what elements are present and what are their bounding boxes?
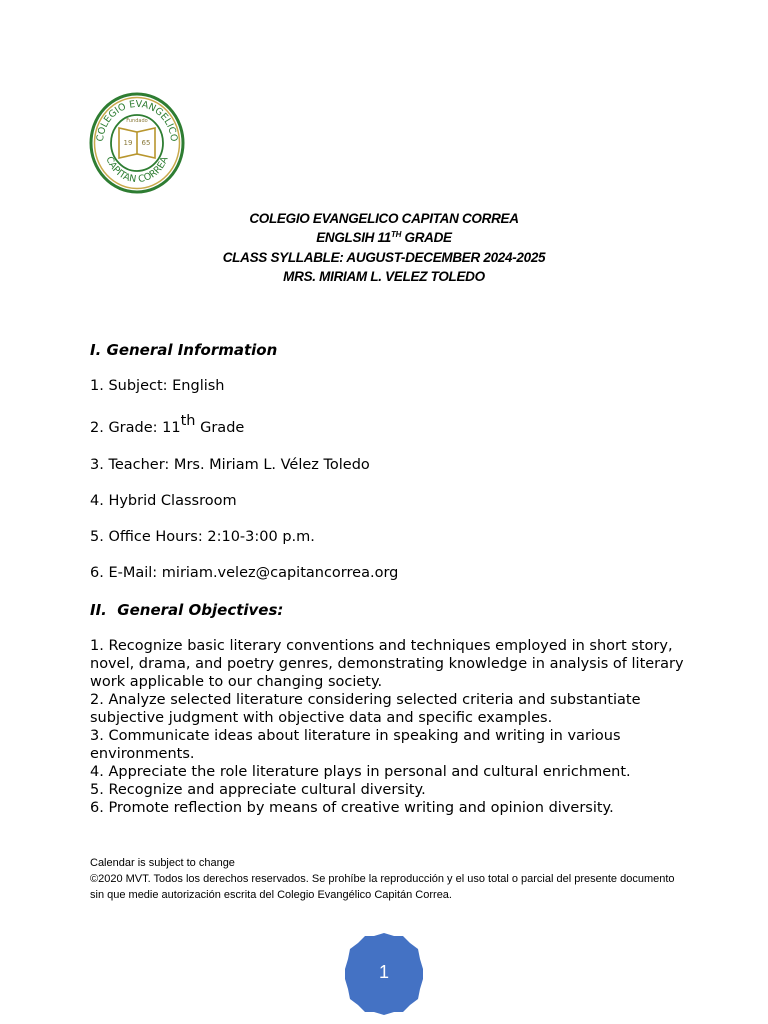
- objectives-list: [90, 637, 690, 817]
- objective-item: 1. Recognize basic literary conventions and techniques employed in short story, novel, drama, and poetry genres, demonstrating knowledge in analysis of literary work applicable to our changing society.: [90, 638, 684, 690]
- footer: [90, 855, 690, 903]
- seal-year-right: 65: [141, 139, 151, 147]
- seal-year-left: 19: [123, 139, 133, 147]
- office-hours-line: 5. Office Hours: 2:10-3:00 p.m.: [90, 529, 315, 545]
- course-title: ENGLSIH 11TH GRADE: [316, 230, 452, 246]
- document-header: [0, 209, 768, 286]
- school-name: COLEGIO EVANGELICO CAPITAN CORREA: [249, 211, 519, 226]
- email-line: 6. E-Mail: miriam.velez@capitancorrea.org: [90, 565, 399, 581]
- seal-founded-text: Fundado: [126, 118, 148, 124]
- school-seal-logo: [89, 92, 185, 194]
- objective-item: 4. Appreciate the role literature plays in personal and cultural enrichment.: [90, 764, 631, 780]
- calendar-note: Calendar is subject to change: [90, 857, 235, 869]
- objective-item: 3. Communicate ideas about literature in speaking and writing in various environments.: [90, 728, 621, 762]
- seal-text-top: COLEGIO EVANGELICO: [94, 98, 180, 143]
- grade-line: 2. Grade: 11th Grade: [90, 413, 245, 436]
- teacher-line: 3. Teacher: Mrs. Miriam L. Vélez Toledo: [90, 457, 370, 473]
- general-objectives-heading: II. General Objectives:: [90, 601, 284, 619]
- syllabus-period: CLASS SYLLABLE: AUGUST-DECEMBER 2024-2025: [222, 249, 546, 265]
- general-information-heading: I. General Information: [90, 341, 278, 359]
- teacher-name-header: MRS. MIRIAM L. VELEZ TOLEDO: [283, 268, 485, 284]
- classroom-line: 4. Hybrid Classroom: [90, 493, 237, 509]
- subject-line: 1. Subject: English: [90, 378, 225, 394]
- objective-item: 6. Promote reflection by means of creative writing and opinion diversity.: [90, 800, 614, 816]
- objective-item: 5. Recognize and appreciate cultural diversity.: [90, 782, 426, 798]
- seal-text-bottom: CAPITAN CORREA: [103, 155, 171, 186]
- page-number: 1: [378, 962, 389, 982]
- copyright-notice: ©2020 MVT. Todos los derechos reservados. Se prohíbe la reproducción y el uso total o parcial del presente documento sin que medie autorización escrita del Colegio Evangélico Capitán Correa.: [90, 873, 675, 901]
- objective-item: 2. Analyze selected literature considering selected criteria and substantiate subjective judgment with objective data and specific examples.: [90, 692, 641, 726]
